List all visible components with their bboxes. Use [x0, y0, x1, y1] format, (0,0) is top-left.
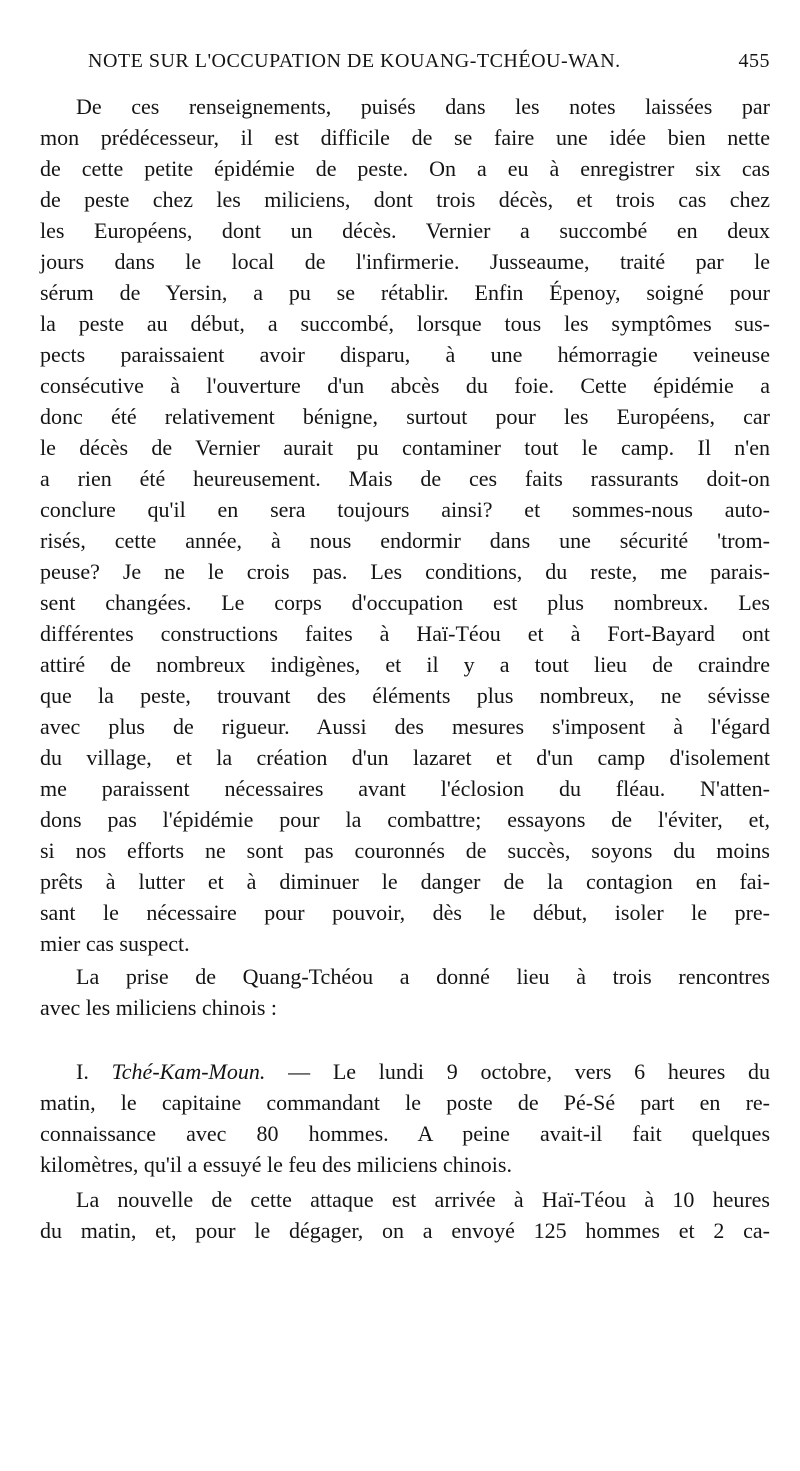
text-line: si nos efforts ne sont pas couronnés de succès, soyons du moins	[40, 838, 770, 863]
text-line: du matin, et, pour le dégager, on a envoyé 125 hommes et 2 ca-	[40, 1218, 770, 1243]
text-line: dons pas l'épidémie pour la combattre; essayons de l'éviter, et,	[40, 807, 770, 832]
text-line: les Européens, dont un décès. Vernier a succombé en deux	[40, 218, 770, 243]
text-line: a rien été heureusement. Mais de ces faits rassurants doit-on	[40, 466, 770, 491]
text-line: que la peste, trouvant des éléments plus nombreux, ne sévisse	[40, 683, 770, 708]
text-line: mon prédécesseur, il est difficile de se faire une idée bien nette	[40, 125, 770, 150]
text-line: connaissance avec 80 hommes. A peine avait-il fait quelques	[40, 1121, 770, 1146]
text-line: De ces renseignements, puisés dans les notes laissées par	[76, 94, 770, 119]
section-first-line-text: — Le lundi 9 octobre, vers 6 heures du	[288, 1059, 771, 1084]
text-line: la peste au début, a succombé, lorsque tous les symptômes sus-	[40, 311, 770, 336]
text-line: La prise de Quang-Tchéou a donné lieu à trois rencontres	[76, 964, 770, 989]
text-line: donc été relativement bénigne, surtout pour les Européens, car	[40, 404, 770, 429]
text-line: de cette petite épidémie de peste. On a eu à enregistrer six cas	[40, 156, 770, 181]
text-line: conclure qu'il en sera toujours ainsi? et sommes-nous auto-	[40, 497, 770, 522]
section-heading-line	[40, 1057, 770, 1087]
section-number: I.	[76, 1059, 89, 1084]
text-line: kilomètres, qu'il a essuyé le feu des miliciens chinois.	[40, 1152, 512, 1177]
text-line: mier cas suspect.	[40, 931, 190, 956]
text-line: avec les miliciens chinois :	[40, 995, 278, 1020]
text-line: attiré de nombreux indigènes, et il y a tout lieu de craindre	[40, 652, 770, 677]
text-line: pects paraissaient avoir disparu, à une hémorragie veineuse	[40, 342, 770, 367]
text-line: me paraissent nécessaires avant l'éclosion du fléau. N'atten-	[40, 776, 770, 801]
text-line: sérum de Yersin, a pu se rétablir. Enfin Épenoy, soigné pour	[40, 280, 770, 305]
running-head	[40, 46, 770, 80]
text-line: avec plus de rigueur. Aussi des mesures s'imposent à l'égard	[40, 714, 770, 739]
text-line: consécutive à l'ouverture d'un abcès du foie. Cette épidémie a	[40, 373, 770, 398]
page-number: 455	[738, 50, 770, 72]
text-line: La nouvelle de cette attaque est arrivée à Haï-Téou à 10 heures	[76, 1187, 770, 1212]
text-line: de peste chez les miliciens, dont trois décès, et trois cas chez	[40, 187, 770, 212]
text-line: risés, cette année, à nous endormir dans une sécurité 'trom-	[40, 528, 770, 553]
text-line: matin, le capitaine commandant le poste de Pé-Sé part en re-	[40, 1090, 770, 1115]
text-line: le décès de Vernier aurait pu contaminer tout le camp. Il n'en	[40, 435, 770, 460]
text-line: jours dans le local de l'infirmerie. Jusseaume, traité par le	[40, 249, 770, 274]
text-line: différentes constructions faites à Haï-Téou et à Fort-Bayard ont	[40, 621, 770, 646]
section-title: Tché-Kam-Moun.	[111, 1059, 266, 1084]
text-line: sent changées. Le corps d'occupation est plus nombreux. Les	[40, 590, 770, 615]
running-title: NOTE SUR L'OCCUPATION DE KOUANG-TCHÉOU-WAN.	[88, 50, 621, 72]
text-line: peuse? Je ne le crois pas. Les conditions, du reste, me parais-	[40, 559, 770, 584]
text-line: du village, et la création d'un lazaret et d'un camp d'isolement	[40, 745, 770, 770]
text-line: prêts à lutter et à diminuer le danger de la contagion en fai-	[40, 869, 770, 894]
text-line: sant le nécessaire pour pouvoir, dès le début, isoler le pre-	[40, 900, 770, 925]
